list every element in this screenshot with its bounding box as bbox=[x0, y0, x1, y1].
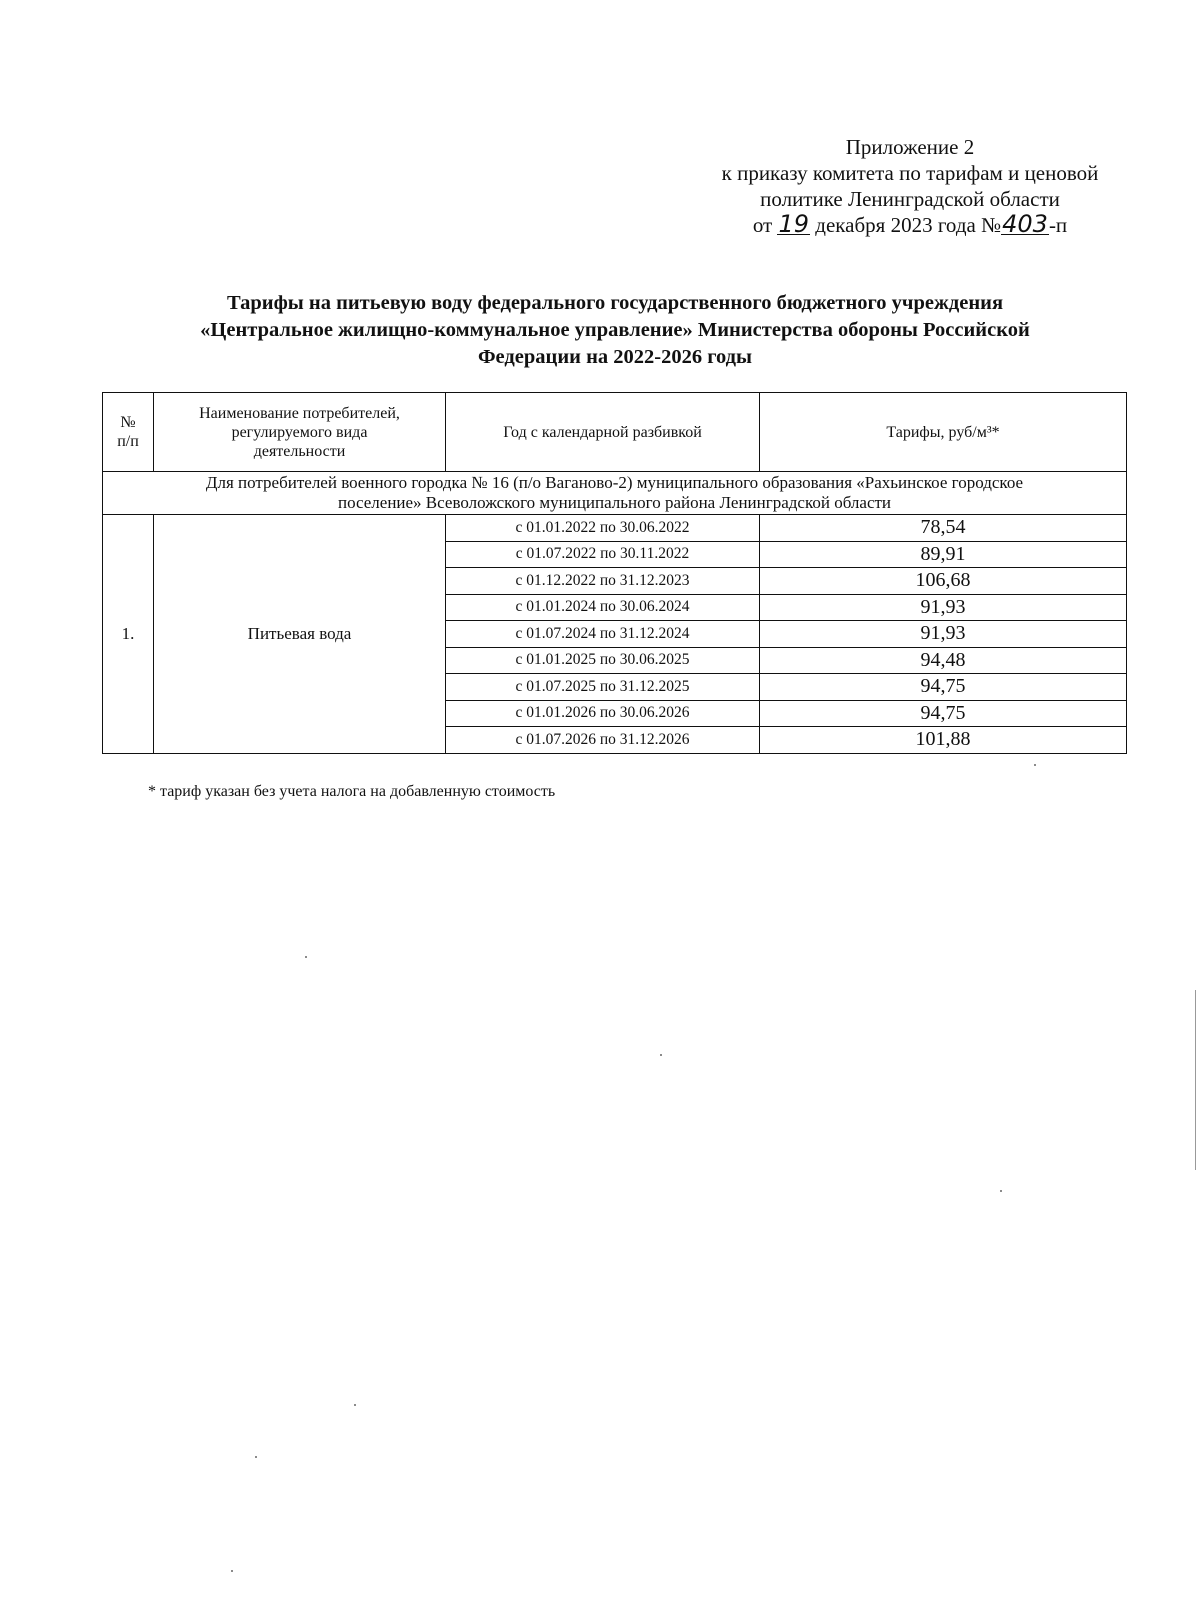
scan-speck bbox=[1000, 1190, 1002, 1192]
item-name: Питьевая вода bbox=[154, 515, 446, 754]
handwritten-order-number: 403 bbox=[1002, 210, 1048, 238]
table-header-row bbox=[103, 393, 1127, 472]
document-title bbox=[100, 290, 1130, 371]
handwritten-day: 19 bbox=[778, 210, 810, 238]
header-consumer-name bbox=[154, 393, 446, 472]
period-cell: с 01.01.2024 по 30.06.2024 bbox=[446, 594, 760, 621]
footnote: * тариф указан без учета налога на добавленную стоимость bbox=[148, 783, 556, 800]
tariff-cell: 78,54 bbox=[760, 515, 1127, 542]
title-line-1: Тарифы на питьевую воду федерального государственного бюджетного учреждения bbox=[226, 292, 1004, 314]
group-caption-line-2: поселение» Всеволожского муниципального района Ленинградской области bbox=[337, 493, 892, 512]
tariff-cell: 91,93 bbox=[760, 621, 1127, 648]
header-name-line-3: деятельности bbox=[253, 442, 346, 460]
scan-edge-mark bbox=[1195, 990, 1196, 1170]
scan-speck bbox=[354, 1404, 356, 1406]
period-cell: с 01.12.2022 по 31.12.2023 bbox=[446, 568, 760, 595]
tariff-table bbox=[102, 392, 1127, 754]
tariff-cell: 101,88 bbox=[760, 727, 1127, 754]
scan-speck bbox=[660, 1054, 662, 1056]
header-number-symbol: № bbox=[120, 414, 136, 431]
group-caption-line-1: Для потребителей военного городка № 16 (п/о Ваганово-2) муниципального образования «Рахьинское городское bbox=[205, 473, 1024, 492]
header-name-line-2: регулируемого вида bbox=[231, 423, 368, 441]
scan-speck bbox=[231, 1570, 233, 1572]
scan-speck bbox=[305, 956, 307, 958]
period-cell: с 01.07.2026 по 31.12.2026 bbox=[446, 727, 760, 754]
header-period: Год с календарной разбивкой bbox=[446, 393, 760, 472]
title-line-3: Федерации на 2022-2026 годы bbox=[477, 346, 753, 368]
period-cell: с 01.07.2024 по 31.12.2024 bbox=[446, 621, 760, 648]
period-cell: с 01.07.2022 по 30.11.2022 bbox=[446, 541, 760, 568]
period-cell: с 01.01.2026 по 30.06.2026 bbox=[446, 700, 760, 727]
annex-date-line bbox=[690, 212, 1130, 238]
annex-date-middle: декабря 2023 года № bbox=[815, 213, 1002, 237]
period-cell: с 01.01.2022 по 30.06.2022 bbox=[446, 515, 760, 542]
scan-speck bbox=[255, 1456, 257, 1458]
period-cell: с 01.01.2025 по 30.06.2025 bbox=[446, 647, 760, 674]
annex-date-prefix: от bbox=[752, 213, 773, 237]
group-caption-row bbox=[103, 472, 1127, 515]
tariff-cell: 91,93 bbox=[760, 594, 1127, 621]
header-name-line-1: Наименование потребителей, bbox=[199, 404, 400, 422]
table-row bbox=[103, 515, 1127, 542]
period-cell: с 01.07.2025 по 31.12.2025 bbox=[446, 674, 760, 701]
annex-committee: политике Ленинградской области bbox=[760, 187, 1060, 211]
header-tariff: Тарифы, руб/м³* bbox=[760, 393, 1127, 472]
annex-date-suffix: -п bbox=[1048, 213, 1068, 237]
tariff-cell: 94,48 bbox=[760, 647, 1127, 674]
tariff-cell: 106,68 bbox=[760, 568, 1127, 595]
annex-header bbox=[690, 134, 1130, 238]
annex-order-ref: к приказу комитета по тарифам и ценовой bbox=[721, 161, 1099, 185]
header-number bbox=[103, 393, 154, 472]
tariff-cell: 89,91 bbox=[760, 541, 1127, 568]
tariff-cell: 94,75 bbox=[760, 674, 1127, 701]
group-caption bbox=[103, 472, 1127, 515]
header-number-abbr: п/п bbox=[117, 433, 139, 450]
scan-speck bbox=[1034, 764, 1036, 766]
tariff-cell: 94,75 bbox=[760, 700, 1127, 727]
item-number: 1. bbox=[103, 515, 154, 754]
title-line-2: «Центральное жилищно-коммунальное управление» Министерства обороны Российской bbox=[200, 319, 1030, 341]
annex-title: Приложение 2 bbox=[845, 135, 975, 159]
